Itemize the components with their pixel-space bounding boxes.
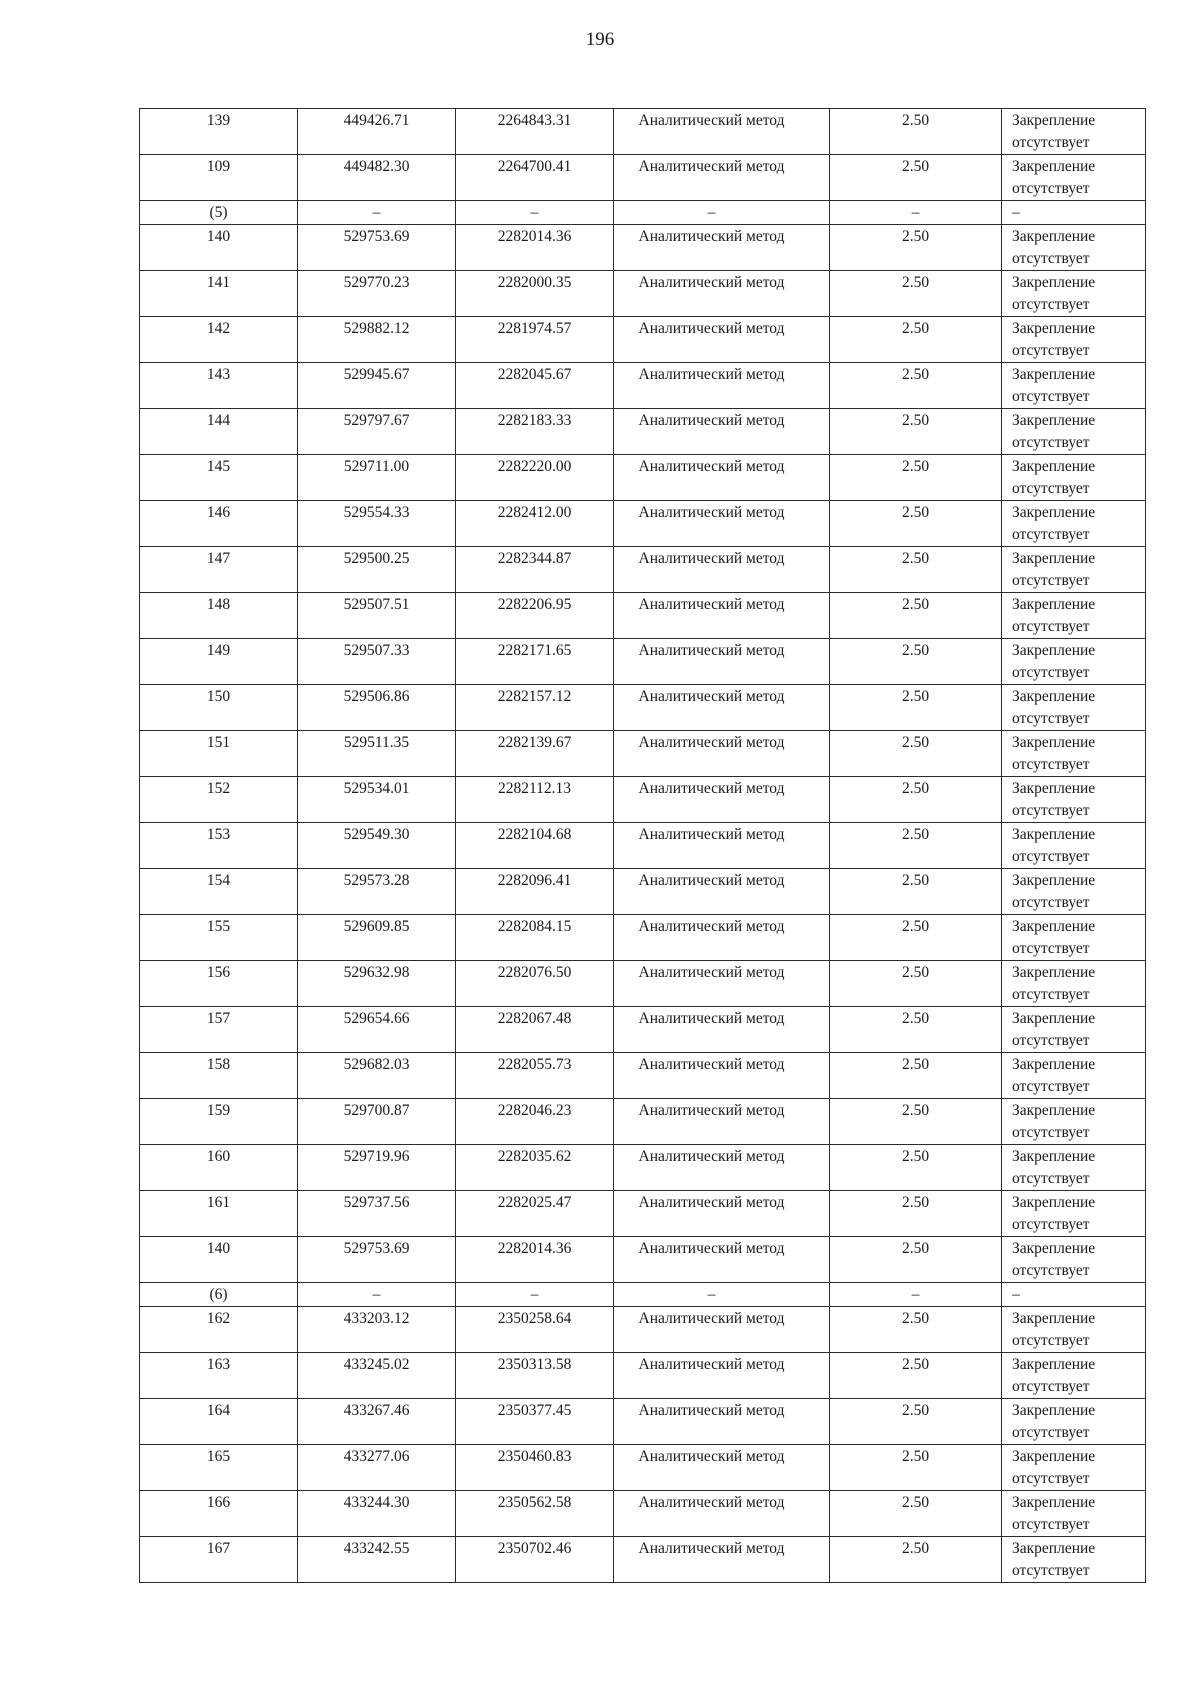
point-number-cell: 149 [140,639,298,685]
note-line: Закрепление [1012,458,1096,475]
coordinates-table [139,108,1146,1583]
table-row [140,685,1146,731]
method-cell: Аналитический метод [614,961,830,1007]
table-row [140,1099,1146,1145]
x-coordinate-cell: 529506.86 [298,685,456,731]
x-coordinate-cell: 433277.06 [298,1445,456,1491]
fixation-note-cell [1002,1053,1146,1099]
note-line: отсутствует [1012,296,1090,313]
note-line: отсутствует [1012,250,1090,267]
x-coordinate-cell: 529737.56 [298,1191,456,1237]
note-line: отсутствует [1012,342,1090,359]
table-row [140,1399,1146,1445]
precision-cell: 2.50 [830,1307,1002,1353]
x-coordinate-cell: 529753.69 [298,1237,456,1283]
y-coordinate-cell: 2282014.36 [456,1237,614,1283]
fixation-note-cell [1002,639,1146,685]
note-line: Закрепление [1012,1448,1096,1465]
x-coordinate-cell: 529549.30 [298,823,456,869]
note-line: отсутствует [1012,802,1090,819]
fixation-note-cell [1002,1537,1146,1583]
note-line: отсутствует [1012,1562,1090,1579]
note-line: отсутствует [1012,664,1090,681]
y-coordinate-cell: 2282035.62 [456,1145,614,1191]
table-row [140,1237,1146,1283]
contour-separator-row [140,1283,1146,1307]
method-cell: Аналитический метод [614,639,830,685]
point-number-cell: 146 [140,501,298,547]
method-cell: Аналитический метод [614,1399,830,1445]
table-row [140,777,1146,823]
contour-separator-row [140,201,1146,225]
x-coordinate-cell: 529507.33 [298,639,456,685]
note-line: Закрепление [1012,228,1096,245]
x-coordinate-cell: 529500.25 [298,547,456,593]
x-coordinate-cell: 529654.66 [298,1007,456,1053]
note-line: – [1012,1286,1020,1303]
table-row [140,1353,1146,1399]
precision-cell: 2.50 [830,225,1002,271]
method-cell: Аналитический метод [614,1053,830,1099]
fixation-note-cell [1002,225,1146,271]
fixation-note-cell [1002,1145,1146,1191]
method-cell: Аналитический метод [614,869,830,915]
point-number-cell: 142 [140,317,298,363]
x-coordinate-cell: 529534.01 [298,777,456,823]
x-coordinate-cell: 529882.12 [298,317,456,363]
precision-cell: 2.50 [830,1353,1002,1399]
precision-cell: 2.50 [830,1237,1002,1283]
note-line: Закрепление [1012,1402,1096,1419]
table-row [140,823,1146,869]
x-coordinate-cell: 529632.98 [298,961,456,1007]
x-coordinate-cell: 433245.02 [298,1353,456,1399]
y-coordinate-cell: 2282046.23 [456,1099,614,1145]
table-row [140,501,1146,547]
note-line: отсутствует [1012,940,1090,957]
fixation-note-cell [1002,1353,1146,1399]
point-number-cell: 155 [140,915,298,961]
method-cell: Аналитический метод [614,1237,830,1283]
y-coordinate-cell: 2350460.83 [456,1445,614,1491]
note-line: Закрепление [1012,274,1096,291]
table-row [140,869,1146,915]
point-number-cell: 157 [140,1007,298,1053]
method-cell: Аналитический метод [614,685,830,731]
note-line: Закрепление [1012,366,1096,383]
note-line: Закрепление [1012,112,1096,129]
precision-cell: 2.50 [830,1445,1002,1491]
point-number-cell: 167 [140,1537,298,1583]
note-line: Закрепление [1012,826,1096,843]
table-row [140,109,1146,155]
note-line: Закрепление [1012,734,1096,751]
fixation-note-cell [1002,409,1146,455]
note-line: отсутствует [1012,848,1090,865]
method-cell: Аналитический метод [614,1353,830,1399]
method-cell: Аналитический метод [614,1491,830,1537]
point-number-cell: 148 [140,593,298,639]
y-coordinate-cell: 2282220.00 [456,455,614,501]
x-coordinate-cell: 433267.46 [298,1399,456,1445]
point-number-cell: 160 [140,1145,298,1191]
note-line: отсутствует [1012,180,1090,197]
y-coordinate-cell: 2282025.47 [456,1191,614,1237]
note-line: отсутствует [1012,388,1090,405]
precision-cell: 2.50 [830,639,1002,685]
note-line: Закрепление [1012,1540,1096,1557]
x-coordinate-cell: 529700.87 [298,1099,456,1145]
method-cell: – [614,1283,830,1307]
precision-cell: 2.50 [830,1007,1002,1053]
x-coordinate-cell: 529770.23 [298,271,456,317]
note-line: отсутствует [1012,1124,1090,1141]
y-coordinate-cell: 2264843.31 [456,109,614,155]
method-cell: Аналитический метод [614,225,830,271]
x-coordinate-cell: 449482.30 [298,155,456,201]
y-coordinate-cell: 2282076.50 [456,961,614,1007]
y-coordinate-cell: 2282139.67 [456,731,614,777]
precision-cell: 2.50 [830,547,1002,593]
fixation-note-cell [1002,317,1146,363]
precision-cell: 2.50 [830,317,1002,363]
y-coordinate-cell: 2282104.68 [456,823,614,869]
point-number-cell: 159 [140,1099,298,1145]
fixation-note-cell [1002,961,1146,1007]
fixation-note-cell [1002,1445,1146,1491]
fixation-note-cell [1002,201,1146,225]
method-cell: Аналитический метод [614,109,830,155]
fixation-note-cell [1002,1491,1146,1537]
note-line: отсутствует [1012,756,1090,773]
table-row [140,155,1146,201]
x-coordinate-cell: 433242.55 [298,1537,456,1583]
note-line: Закрепление [1012,642,1096,659]
point-number-cell: 144 [140,409,298,455]
note-line: отсутствует [1012,572,1090,589]
fixation-note-cell [1002,1191,1146,1237]
note-line: Закрепление [1012,964,1096,981]
point-number-cell: 109 [140,155,298,201]
note-line: отсутствует [1012,1078,1090,1095]
precision-cell: 2.50 [830,1145,1002,1191]
method-cell: Аналитический метод [614,363,830,409]
y-coordinate-cell: 2282112.13 [456,777,614,823]
precision-cell: 2.50 [830,1491,1002,1537]
note-line: отсутствует [1012,1424,1090,1441]
precision-cell: 2.50 [830,823,1002,869]
note-line: Закрепление [1012,1010,1096,1027]
method-cell: Аналитический метод [614,455,830,501]
precision-cell: 2.50 [830,363,1002,409]
point-number-cell: (5) [140,201,298,225]
precision-cell: 2.50 [830,961,1002,1007]
x-coordinate-cell: 433203.12 [298,1307,456,1353]
point-number-cell: 151 [140,731,298,777]
note-line: Закрепление [1012,780,1096,797]
x-coordinate-cell: 529711.00 [298,455,456,501]
precision-cell: 2.50 [830,1537,1002,1583]
note-line: отсутствует [1012,134,1090,151]
method-cell: Аналитический метод [614,1145,830,1191]
fixation-note-cell [1002,593,1146,639]
point-number-cell: 140 [140,225,298,271]
y-coordinate-cell: 2282183.33 [456,409,614,455]
note-line: Закрепление [1012,596,1096,613]
x-coordinate-cell: 529682.03 [298,1053,456,1099]
page-number: 196 [585,29,615,50]
point-number-cell: 141 [140,271,298,317]
method-cell: Аналитический метод [614,1099,830,1145]
x-coordinate-cell: – [298,1283,456,1307]
precision-cell: 2.50 [830,869,1002,915]
table-row [140,455,1146,501]
y-coordinate-cell: 2350258.64 [456,1307,614,1353]
precision-cell: 2.50 [830,1099,1002,1145]
table-row [140,1537,1146,1583]
fixation-note-cell [1002,271,1146,317]
table-row [140,317,1146,363]
point-number-cell: 165 [140,1445,298,1491]
point-number-cell: 140 [140,1237,298,1283]
note-line: Закрепление [1012,688,1096,705]
method-cell: Аналитический метод [614,501,830,547]
table-row [140,1445,1146,1491]
precision-cell: 2.50 [830,777,1002,823]
note-line: отсутствует [1012,480,1090,497]
note-line: отсутствует [1012,1516,1090,1533]
method-cell: – [614,201,830,225]
y-coordinate-cell: 2264700.41 [456,155,614,201]
fixation-note-cell [1002,869,1146,915]
y-coordinate-cell: 2350377.45 [456,1399,614,1445]
fixation-note-cell [1002,1099,1146,1145]
note-line: Закрепление [1012,550,1096,567]
fixation-note-cell [1002,547,1146,593]
note-line: отсутствует [1012,618,1090,635]
note-line: Закрепление [1012,1056,1096,1073]
table-row [140,547,1146,593]
fixation-note-cell [1002,1307,1146,1353]
table-row [140,409,1146,455]
y-coordinate-cell: – [456,201,614,225]
fixation-note-cell [1002,685,1146,731]
precision-cell: 2.50 [830,915,1002,961]
point-number-cell: 145 [140,455,298,501]
point-number-cell: 154 [140,869,298,915]
precision-cell: 2.50 [830,501,1002,547]
method-cell: Аналитический метод [614,823,830,869]
note-line: отсутствует [1012,1470,1090,1487]
note-line: Закрепление [1012,918,1096,935]
fixation-note-cell [1002,501,1146,547]
method-cell: Аналитический метод [614,777,830,823]
x-coordinate-cell: 529573.28 [298,869,456,915]
note-line: Закрепление [1012,504,1096,521]
precision-cell: 2.50 [830,593,1002,639]
x-coordinate-cell: – [298,201,456,225]
table-row [140,639,1146,685]
y-coordinate-cell: 2282045.67 [456,363,614,409]
y-coordinate-cell: 2282067.48 [456,1007,614,1053]
y-coordinate-cell: 2282206.95 [456,593,614,639]
y-coordinate-cell: 2282014.36 [456,225,614,271]
fixation-note-cell [1002,109,1146,155]
method-cell: Аналитический метод [614,915,830,961]
note-line: отсутствует [1012,1032,1090,1049]
y-coordinate-cell: 2282412.00 [456,501,614,547]
method-cell: Аналитический метод [614,409,830,455]
note-line: отсутствует [1012,526,1090,543]
y-coordinate-cell: 2350562.58 [456,1491,614,1537]
x-coordinate-cell: 529507.51 [298,593,456,639]
x-coordinate-cell: 529945.67 [298,363,456,409]
method-cell: Аналитический метод [614,1191,830,1237]
point-number-cell: 152 [140,777,298,823]
fixation-note-cell [1002,915,1146,961]
point-number-cell: 161 [140,1191,298,1237]
note-line: отсутствует [1012,710,1090,727]
fixation-note-cell [1002,155,1146,201]
table-row [140,1007,1146,1053]
table-row [140,1491,1146,1537]
y-coordinate-cell: 2282344.87 [456,547,614,593]
note-line: отсутствует [1012,1216,1090,1233]
x-coordinate-cell: 529797.67 [298,409,456,455]
fixation-note-cell [1002,1399,1146,1445]
precision-cell: 2.50 [830,271,1002,317]
y-coordinate-cell: 2282157.12 [456,685,614,731]
note-line: Закрепление [1012,1194,1096,1211]
note-line: отсутствует [1012,434,1090,451]
y-coordinate-cell: 2282000.35 [456,271,614,317]
y-coordinate-cell: 2350313.58 [456,1353,614,1399]
note-line: Закрепление [1012,1102,1096,1119]
point-number-cell: 143 [140,363,298,409]
note-line: Закрепление [1012,1356,1096,1373]
x-coordinate-cell: 449426.71 [298,109,456,155]
method-cell: Аналитический метод [614,1007,830,1053]
point-number-cell: (6) [140,1283,298,1307]
point-number-cell: 166 [140,1491,298,1537]
precision-cell: 2.50 [830,1053,1002,1099]
point-number-cell: 164 [140,1399,298,1445]
precision-cell: 2.50 [830,1399,1002,1445]
fixation-note-cell [1002,363,1146,409]
note-line: отсутствует [1012,1262,1090,1279]
table-row [140,1191,1146,1237]
precision-cell: – [830,201,1002,225]
table-row [140,363,1146,409]
note-line: – [1012,204,1020,221]
method-cell: Аналитический метод [614,1445,830,1491]
table-row [140,1307,1146,1353]
x-coordinate-cell: 529554.33 [298,501,456,547]
table-row [140,731,1146,777]
note-line: Закрепление [1012,1494,1096,1511]
point-number-cell: 163 [140,1353,298,1399]
method-cell: Аналитический метод [614,155,830,201]
y-coordinate-cell: 2281974.57 [456,317,614,363]
note-line: Закрепление [1012,872,1096,889]
x-coordinate-cell: 529511.35 [298,731,456,777]
note-line: Закрепление [1012,1240,1096,1257]
table-row [140,915,1146,961]
point-number-cell: 158 [140,1053,298,1099]
y-coordinate-cell: 2282055.73 [456,1053,614,1099]
method-cell: Аналитический метод [614,317,830,363]
point-number-cell: 147 [140,547,298,593]
table-row [140,225,1146,271]
precision-cell: 2.50 [830,109,1002,155]
note-line: Закрепление [1012,1310,1096,1327]
table-row [140,961,1146,1007]
method-cell: Аналитический метод [614,1537,830,1583]
point-number-cell: 150 [140,685,298,731]
note-line: отсутствует [1012,1332,1090,1349]
precision-cell: 2.50 [830,455,1002,501]
note-line: отсутствует [1012,1170,1090,1187]
note-line: Закрепление [1012,158,1096,175]
x-coordinate-cell: 529753.69 [298,225,456,271]
x-coordinate-cell: 529609.85 [298,915,456,961]
note-line: Закрепление [1012,412,1096,429]
precision-cell: 2.50 [830,1191,1002,1237]
note-line: Закрепление [1012,1148,1096,1165]
point-number-cell: 153 [140,823,298,869]
note-line: Закрепление [1012,320,1096,337]
fixation-note-cell [1002,777,1146,823]
fixation-note-cell [1002,823,1146,869]
method-cell: Аналитический метод [614,547,830,593]
note-line: отсутствует [1012,894,1090,911]
fixation-note-cell [1002,731,1146,777]
y-coordinate-cell: 2282096.41 [456,869,614,915]
point-number-cell: 139 [140,109,298,155]
fixation-note-cell [1002,1283,1146,1307]
x-coordinate-cell: 529719.96 [298,1145,456,1191]
coordinates-table-body [140,109,1146,1583]
table-row [140,1053,1146,1099]
fixation-note-cell [1002,455,1146,501]
method-cell: Аналитический метод [614,1307,830,1353]
point-number-cell: 162 [140,1307,298,1353]
y-coordinate-cell: – [456,1283,614,1307]
method-cell: Аналитический метод [614,593,830,639]
precision-cell: 2.50 [830,409,1002,455]
table-row [140,271,1146,317]
precision-cell: – [830,1283,1002,1307]
note-line: отсутствует [1012,1378,1090,1395]
y-coordinate-cell: 2350702.46 [456,1537,614,1583]
method-cell: Аналитический метод [614,271,830,317]
table-row [140,1145,1146,1191]
method-cell: Аналитический метод [614,731,830,777]
y-coordinate-cell: 2282084.15 [456,915,614,961]
precision-cell: 2.50 [830,685,1002,731]
x-coordinate-cell: 433244.30 [298,1491,456,1537]
table-row [140,593,1146,639]
note-line: отсутствует [1012,986,1090,1003]
point-number-cell: 156 [140,961,298,1007]
fixation-note-cell [1002,1237,1146,1283]
precision-cell: 2.50 [830,731,1002,777]
y-coordinate-cell: 2282171.65 [456,639,614,685]
precision-cell: 2.50 [830,155,1002,201]
fixation-note-cell [1002,1007,1146,1053]
